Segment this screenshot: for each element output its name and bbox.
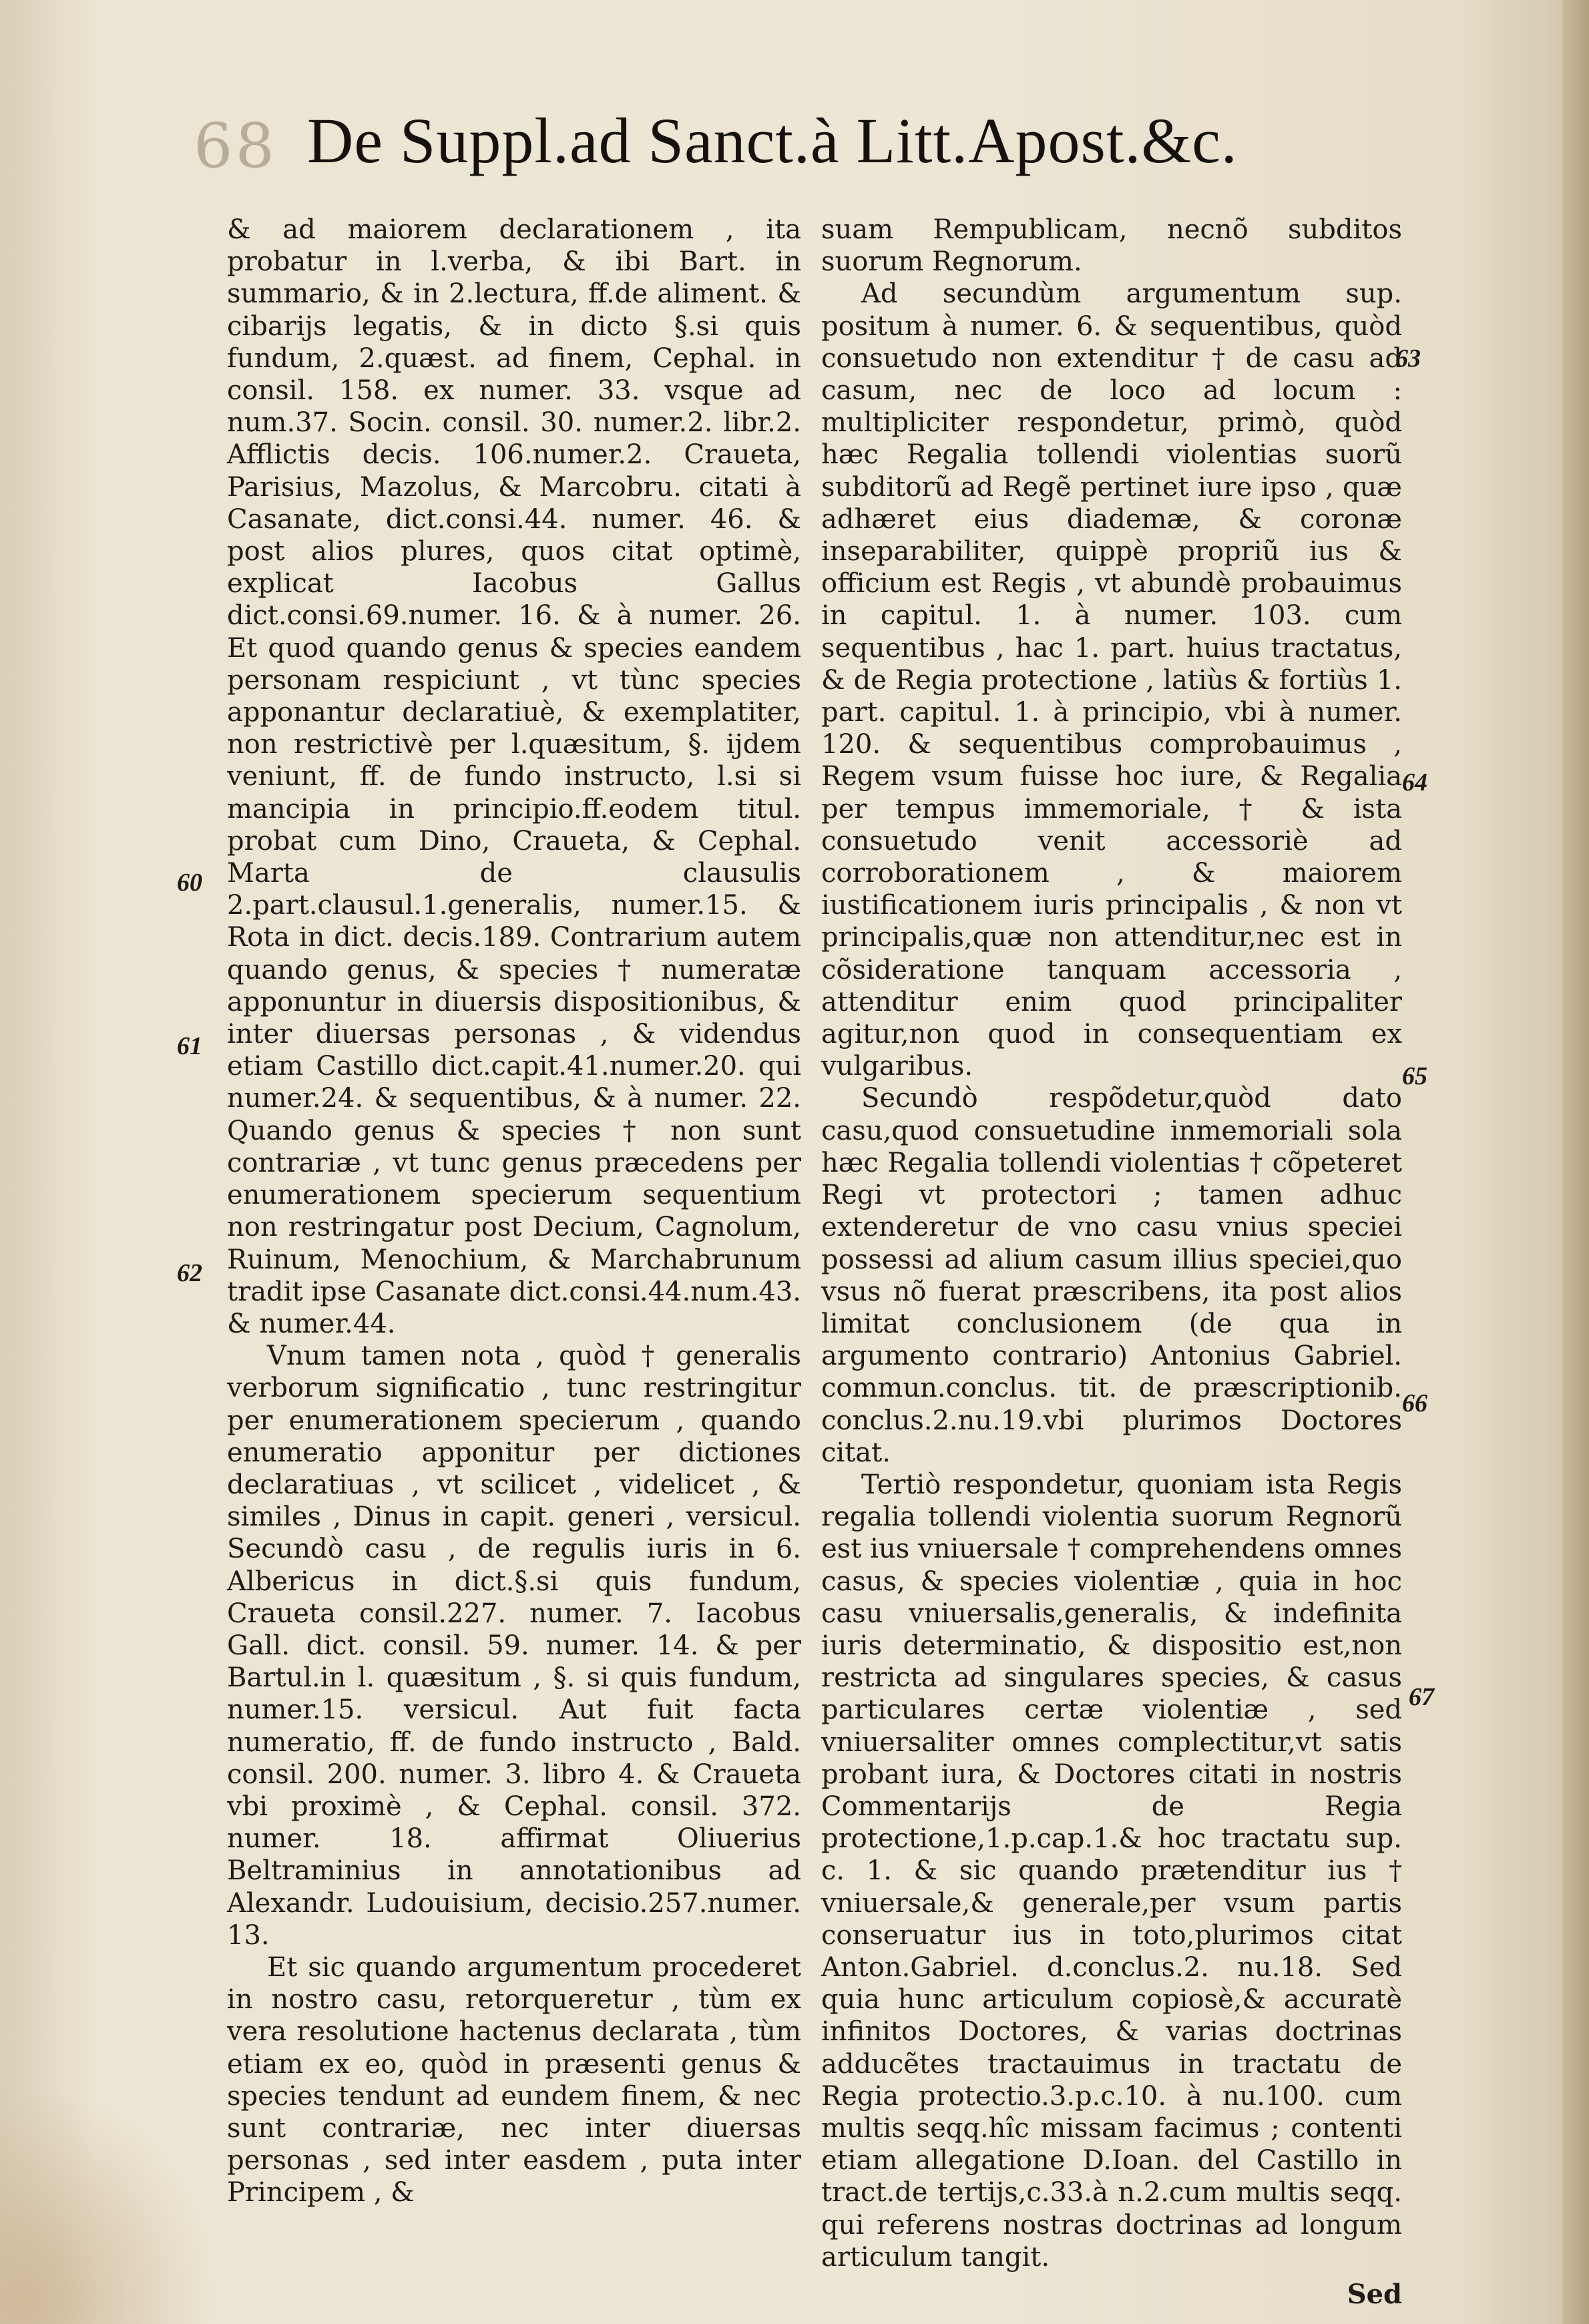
margin-number-60: 60 <box>177 869 202 897</box>
running-title: De Suppl.ad Sanct.à Litt.Apost.&c. <box>307 105 1238 176</box>
margin-number-61: 61 <box>177 1032 202 1060</box>
left-paragraph-3: Et sic quando argumentum procederet in nostro casu, retorqueretur , tùm ex vera resolutione hactenus declarata , tùm etiam ex eo, quòd in præsenti genus & species tendunt ad eundem finem, & nec sunt contrariæ, nec inter diuersas personas , sed inter easdem , puta inter Principem , & <box>227 1951 801 2209</box>
margin-number-62: 62 <box>177 1259 202 1287</box>
left-column <box>227 214 801 2209</box>
left-paragraph-1: & ad maiorem declarationem , ita probatur in l.verba, & ibi Bart. in summario, & in 2.lectura, ff.de aliment. & cibarijs legatis, & in dicto §.si quis fundum, 2.quæst. ad finem, Cephal. in consil. 158. ex numer. 33. vsque ad num.37. Socin. consil. 30. numer.2. libr.2. Afflictis decis. 106.numer.2. Craueta, Parisius, Mazolus, & Marcobru. citati à Casanate, dict.consi.44. numer. 46. & post alios plures, quos citat optimè, explicat Iacobus Gallus dict.consi.69.numer. 16. & à numer. 26. Et quod quando genus & species eandem personam respiciunt , vt tùnc species apponantur declaratiuè, & exemplatiter, non restrictivè per l.quæsitum, §. ijdem veniunt, ff. de fundo instructo, l.si si mancipia in principio.ff.eodem titul. probat cum Dino, Craueta, & Cephal. Marta de clausulis 2.part.clausul.1.generalis, numer.15. & Rota in dict. decis.189. Contrarium autem quando genus, & species † numeratæ apponuntur in diuersis dispositionibus, & inter diuersas personas , & videndus etiam Castillo dict.capit.41.numer.20. qui numer.24. & sequentibus, & à numer. 22. Quando genus & species † non sunt contrariæ , vt tunc genus præcedens per enumerationem specierum sequentium non restringatur post Decium, Cagnolum, Ruinum, Menochium, & Marchabrunum tradit ipse Casanate dict.consi.44.num.43. & numer.44. <box>227 214 801 1339</box>
margin-number-63: 63 <box>1395 344 1421 373</box>
page-header <box>194 103 1309 197</box>
margin-number-67: 67 <box>1409 1683 1434 1711</box>
left-paragraph-2: Vnum tamen nota , quòd † generalis verborum significatio , tunc restringitur per enumerationem specierum , quando enumeratio apponitur per dictiones declaratiuas , vt scilicet , videlicet , & similes , Dinus in capit. generi , versicul. Secundò casu , de regulis iuris in 6. Albericus in dict.§.si quis fundum, Craueta consil.227. numer. 7. Iacobus Gall. dict. consil. 59. numer. 14. & per Bartul.in l. quæsitum , §. si quis fundum, numer.15. versicul. Aut fuit facta numeratio, ff. de fundo instructo , Bald. consil. 200. numer. 3. libro 4. & Craueta vbi proximè , & Cephal. consil. 372. numer. 18. affirmat Oliuerius Beltraminius in annotationibus ad Alexandr. Ludouisium, decisio.257.numer. 13. <box>227 1341 801 1951</box>
paper-stain <box>0 2084 214 2324</box>
margin-number-65: 65 <box>1402 1062 1427 1090</box>
right-paragraph-1: suam Rempublicam, necnõ subditos suorum Regnorum. <box>821 214 1402 278</box>
right-paragraph-4: Tertiò respondetur, quoniam ista Regis regalia tollendi violentia suorum Regnorũ est ius vniuersale † comprehendens omnes casus, & species violentiæ , quia in hoc casu vniuersalis,generalis, & indefinita iuris determinatio, & dispositio est,non restricta ad singulares species, & casus particulares certæ violentiæ , sed vniuersaliter omnes complectitur,vt satis probant iura, & Doctores citati in nostris Commentarijs de Regia protectione,1.p.cap.1.& hoc tractatu sup. c. 1. & sic quando prætenditur ius † vniuersale,& generale,per vsum partis conseruatur ius in toto,plurimos citat Anton.Gabriel. d.conclus.2. nu.18. Sed quia hunc articulum copiosè,& accuratè infinitos Doctores, & varias doctrinas adducẽtes tractauimus in tractatu de Regia protectio.3.p.c.10. à nu.100. cum multis seqq.hîc missam facimus ; contenti etiam allegatione D.Ioan. del Castillo in tract.de tertijs,c.33.à n.2.cum multis seqq. qui referens nostras doctrinas ad longum articulum tangit. <box>821 1469 1402 2273</box>
right-paragraph-2: Ad secundùm argumentum sup. positum à numer. 6. & sequentibus, quòd consuetudo non extenditur † de casu ad casum, nec de loco ad locum : multipliciter respondetur, primò, quòd hæc Regalia tollendi violentias suorũ subditorũ ad Regẽ pertinet iure ipso , quæ adhæret eius diademæ, & coronæ inseparabiliter, quippè propriũ ius & officium est Regis , vt abundè probauimus in capitul. 1. à numer. 103. cum sequentibus , hac 1. part. huius tractatus, & de Regia protectione , latiùs & fortiùs 1. part. capitul. 1. à principio, vbi à numer. 120. & sequentibus comprobauimus , Regem vsum fuisse hoc iure, & Regalia per tempus immemoriale, † & ista consuetudo venit accessoriè ad corroborationem , & maiorem iustificationem iuris principalis , & non vt principalis,quæ non attenditur,nec est in cõsideratione tanquam accessoria , attenditur enim quod principaliter agitur,non quod in consequentiam ex vulgaribus. <box>821 278 1402 1082</box>
catchword: Sed <box>1347 2279 1402 2310</box>
book-spine <box>1562 0 1589 2324</box>
page-number: 68 <box>194 110 278 182</box>
right-paragraph-3: Secundò respõdetur,quòd dato casu,quod consuetudine inmemoriali sola hæc Regalia tollendi violentias † cõpeteret Regi vt protectori ; tamen adhuc extenderetur de vno casu vnius speciei possessi ad alium casum illius speciei,quo vsus nõ fuerat præscribens, ita post alios limitat conclusionem (de qua in argumento contrario) Antonius Gabriel. commun.conclus. tit. de præscriptionib. conclus.2.nu.19.vbi plurimos Doctores citat. <box>821 1083 1402 1468</box>
margin-number-66: 66 <box>1402 1389 1427 1417</box>
margin-number-64: 64 <box>1402 768 1427 796</box>
right-column <box>821 214 1402 2311</box>
